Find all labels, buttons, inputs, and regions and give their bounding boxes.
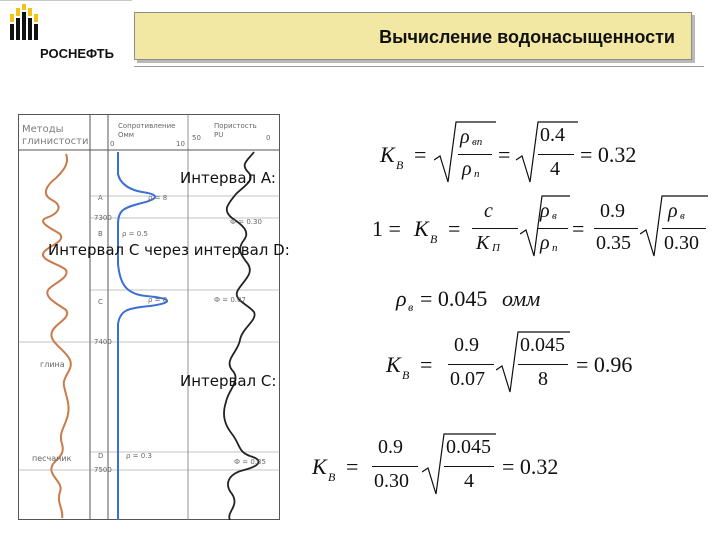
- formula-5: K B = 0.9 0.30 0.045 4 = 0.32: [312, 436, 559, 492]
- zone-d-label: D: [98, 452, 104, 460]
- logo-rule: [0, 0, 132, 1]
- depth-7300: 7300: [94, 214, 112, 222]
- resistivity-header: Сопротивление Омм: [118, 122, 176, 139]
- zone-a-label: A: [98, 194, 103, 202]
- resistivity-scale-min: 0: [110, 140, 115, 148]
- phi-a-label: Ф = 0.30: [230, 218, 262, 226]
- formula-1: K B = ρ вп ρ п = 0.4 4 = 0.32: [380, 124, 637, 180]
- formula-4: K B = 0.9 0.07 0.045 8 = 0.96: [386, 334, 633, 390]
- interval-c-label: Интервал C:: [180, 372, 277, 390]
- interval-cd-label: Интервал C через интервал D:: [48, 241, 290, 259]
- resistivity-curve: [118, 152, 167, 520]
- interval-a-label: Интервал A:: [180, 169, 276, 187]
- porosity-header: Пористость PU: [214, 122, 257, 139]
- rho-c-label: ρ = 8: [148, 296, 168, 304]
- depth-7400: 7400: [94, 338, 112, 346]
- phi-d-label: Ф = 0.35: [234, 458, 266, 466]
- gamma-ray-curve: [43, 154, 71, 518]
- shale-methods-header: Методы глинистости: [22, 124, 89, 147]
- depth-7500: 7500: [94, 466, 112, 474]
- logo-wordmark: РОСНЕФТЬ: [40, 46, 114, 61]
- clay-label: глина: [40, 360, 65, 369]
- title-bar: [134, 12, 692, 60]
- porosity-scale-min: 0: [266, 134, 271, 142]
- resistivity-scale-max: 10: [176, 140, 185, 148]
- formula-2: 1 = K B = c K П ρ в ρ п = 0.9 0.35 ρ в 0.30: [372, 194, 712, 264]
- rho-b-label: ρ = 0.5: [122, 230, 148, 238]
- zone-c-label: C: [98, 298, 103, 306]
- page-title: Вычисление водонасыщенности: [379, 27, 675, 47]
- zone-b-label: B: [98, 230, 103, 238]
- sand-label: песчаник: [32, 454, 72, 463]
- rho-d-label: ρ = 0.3: [126, 452, 152, 460]
- phi-c-label: Ф = 0.07: [214, 296, 246, 304]
- porosity-scale-max: 50: [192, 134, 201, 142]
- formula-3: ρ в = 0.045 омм: [396, 286, 541, 314]
- header-divider: [134, 66, 704, 67]
- rho-a-label: ρ = 8: [148, 194, 168, 202]
- rosneft-logo: [4, 4, 132, 64]
